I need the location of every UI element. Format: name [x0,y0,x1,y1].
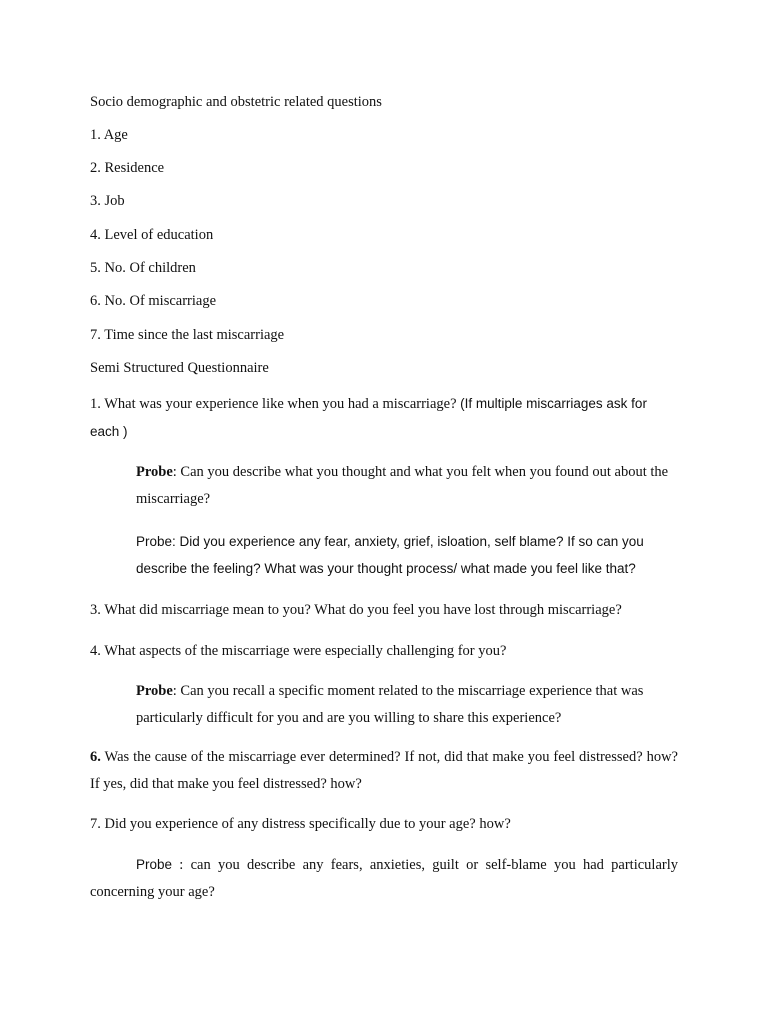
demographic-item-education: 4. Level of education [90,227,214,243]
demographic-item-residence: 2. Residence [90,160,165,176]
probe-3-text: : Can you recall a specific moment related to the miscarriage experience that was particularly difficult for you and are you willing to share this experience? [136,683,644,726]
section-heading-demographics: Socio demographic and obstetric related questions [90,94,382,110]
probe-1 [136,459,678,513]
demographic-item-age: 1. Age [90,127,128,143]
question-1-note: (If multiple miscarriages ask for each ) [90,396,647,439]
question-4 [90,638,678,665]
probe-1-text: : Can you describe what you thought and what you felt when you found out about the miscarriage? [136,464,669,507]
question-3-text: 3. What did miscarriage mean to you? What do you feel you have lost through miscarriage? [90,602,622,618]
question-6-number: 6. [90,749,101,765]
demographic-item-children: 5. No. Of children [90,260,196,276]
question-7 [90,811,678,838]
probe-4-text: : can you describe any fears, anxieties, guilt or self-blame you had particularly concerning your age? [90,857,678,900]
probe-1-label: Probe [136,464,173,480]
demographic-item-job: 3. Job [90,193,125,209]
question-6-text: Was the cause of the miscarriage ever determined? If not, did that make you feel distressed? how? If yes, did that make you feel distressed? how? [90,749,678,792]
demographic-item-miscarriages: 6. No. Of miscarriage [90,293,217,309]
probe-2 [136,528,678,582]
probe-2-text: Probe: Did you experience any fear, anxiety, grief, isloation, self blame? If so can you describe the feeling? What was your thought process/ what made you feel like that? [136,534,644,576]
question-3 [90,597,678,624]
probe-3-label: Probe [136,683,173,699]
question-1-text: 1. What was your experience like when you had a miscarriage? [90,396,461,412]
probe-3 [136,678,678,732]
probe-4 [90,851,678,906]
question-4-text: 4. What aspects of the miscarriage were especially challenging for you? [90,643,507,659]
demographic-item-time-since: 7. Time since the last miscarriage [90,327,285,343]
question-6 [90,744,678,798]
question-1 [90,390,678,446]
section-heading-questionnaire: Semi Structured Questionnaire [90,360,269,376]
probe-4-label: Probe [136,857,173,872]
question-7-text: 7. Did you experience of any distress specifically due to your age? how? [90,816,511,832]
